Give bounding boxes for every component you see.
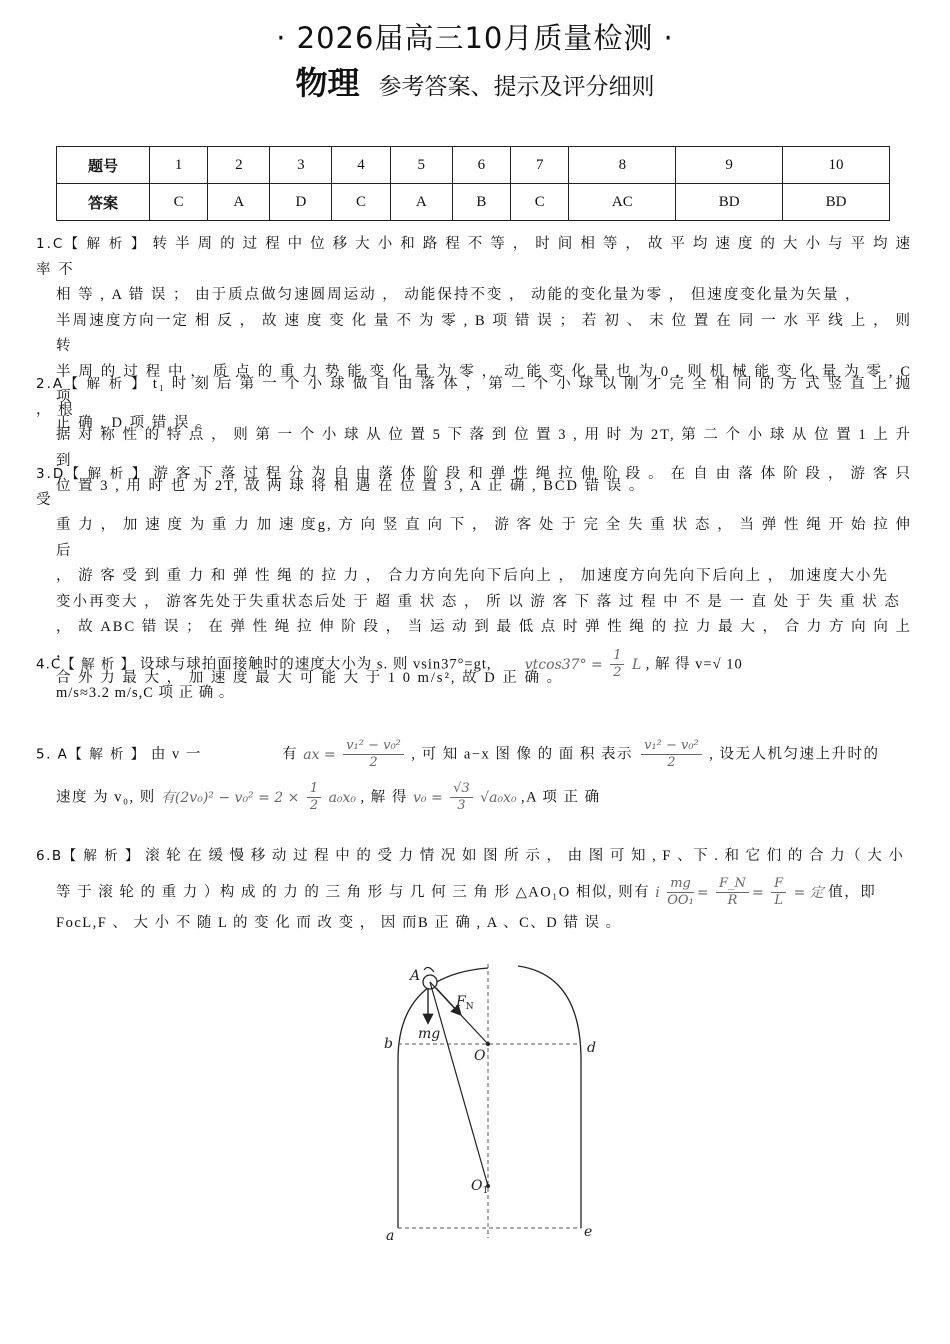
table-row-answers — [57, 184, 890, 221]
q3-line1: 游 客 下 落 过 程 分 为 自 由 落 体 阶 段 和 弹 性 绳 拉 伸 阶 段 。 在 自 由 落 体 阶 段 ， 游 客 只 受 — [36, 466, 913, 508]
q3-line5: ， 故 ABC 错 误 ； 在 弹 性 绳 拉 伸 阶 段 ， 当 运 动 到 最 低 点 时 弹 性 绳 的 拉 力 最 大 ， 合 力 方 向 向 上 ， — [56, 619, 912, 661]
q5-f2-fraction — [641, 738, 702, 771]
q6-line3: FocL,F 、 大 小 不 随 L 的 变 化 而 改 变 ， 因 而B 正 确 , A 、C、D 错 误 。 — [56, 915, 622, 931]
q5-tag: 5. A【 解 析 】 — [36, 746, 146, 763]
subject-title: 物理 — [295, 64, 360, 102]
q5-formula3 — [160, 781, 361, 813]
table-cell: 6 — [452, 147, 510, 184]
q3-tag: 3.D【 解 析 】 — [36, 466, 148, 482]
q1-line4: 半 周 的 过 程 中 ， 质 点 的 重 力 势 能 变 化 量 为 零 ， 动 能 变 化 量 也 为 0 , 则 机 械 能 变 化 量 为 零 , C 项 — [56, 363, 912, 405]
q1-line1: 转 半 周 的 过 程 中 位 移 大 小 和 路 程 不 等 ， 时 间 相 等 ， 故 平 均 速 度 的 大 小 与 平 均 速 率 不 — [36, 236, 912, 278]
q5-f4-left: v₀ = — [413, 789, 443, 806]
container-right-wall — [518, 966, 581, 1228]
q6-f-d2: R — [727, 893, 738, 908]
q2-tag: 2.A【 解 析 】 — [36, 376, 147, 392]
q4-formula — [524, 648, 646, 680]
solution-q4 — [36, 648, 912, 707]
force-diagram — [378, 960, 618, 1242]
q5-text4: , 设无人机匀速上升时的 — [709, 746, 880, 763]
q5-line2-a: 速度 为 v₀, 则 — [56, 789, 156, 806]
q5-f1-fraction — [343, 738, 404, 771]
table-cell: A — [390, 184, 452, 221]
label-O1-sub: 1 — [482, 1186, 489, 1196]
point-O — [486, 1042, 490, 1046]
q6-line2 — [36, 876, 912, 909]
q5-line2 — [36, 781, 912, 814]
q6-f-n3: F — [771, 876, 786, 893]
q5-f3-right: a₀x₀ — [328, 789, 357, 806]
table-cell: C — [511, 184, 569, 221]
label-FN-sub: N — [465, 1002, 474, 1012]
q4-tag: 4.C【 解 析 】 — [36, 656, 136, 673]
q5-f1-num: v₁² − v₀² — [343, 738, 404, 755]
solution-q6 — [36, 842, 912, 937]
q3-line3: ， 游 客 受 到 重 力 和 弹 性 绳 的 拉 力 ， 合力方向先向下后向上 ， 加速度方向先向下后向上 ， 加速度大小先 — [56, 568, 889, 584]
q3-line6: 合 外 力 最 大 ， 加 速 度 最 大 可 能 大 于 1 0 m/s², 故 D 正 确 。 — [56, 670, 564, 686]
q6-f-d3: L — [774, 893, 783, 908]
table-cell: BD — [676, 184, 783, 221]
table-cell: 10 — [783, 147, 890, 184]
q5-f3-left: 有(2v₀)² − v₀² = 2 × — [160, 789, 300, 806]
q5-f3-num: 1 — [307, 781, 321, 798]
q2-line3: 位 置 3 , 用 时 也 为 2T, 故 两 球 将 相 遇 在 位 置 3 , A 正 确 , BCD 错 误 。 — [56, 478, 646, 494]
table-cell: BD — [783, 184, 890, 221]
table-cell: 1 — [150, 147, 208, 184]
solution-q5 — [36, 738, 912, 814]
q1-line3: 半周速度方向一定 相 反 ， 故 速 度 变 化 量 不 为 零 , B 项 错 误 ； 若 初 、 末 位 置 在 同 一 水 平 线 上 ， 则 转 — [56, 312, 912, 354]
q6-frac2 — [716, 876, 749, 909]
q1-line2: 相 等 , A 错 误 ； 由于质点做匀速圆周运动 ， 动能保持不变 ， 动能的变化量为零 ， 但速度变化量为矢量 ， — [56, 287, 862, 303]
q5-f4-fraction — [450, 781, 473, 814]
table-cell: 9 — [676, 147, 783, 184]
q4-frac-den: 2 — [613, 665, 622, 680]
q6-line1: 滚 轮 在 缓 慢 移 动 过 程 中 的 受 力 情 况 如 图 所 示 ， 由 图 可 知 , F 、下 . 和 它 们 的 合 力（ 大 小 — [145, 848, 905, 864]
q6-line2-a: 等 于 滚 轮 的 重 力 ）构 成 的 力 的 三 角 形 与 几 何 三 角 形 △AO₁O 相似, 则有 — [56, 884, 651, 901]
label-b: b — [384, 1036, 393, 1052]
q6-f-suffix: = 定 — [793, 884, 824, 901]
label-d: d — [587, 1040, 596, 1056]
table-cell: A — [208, 184, 270, 221]
q4-text2: , 解 得 v=√ 10 — [645, 656, 743, 673]
table-cell: B — [452, 184, 510, 221]
q5-f2-den: 2 — [667, 755, 676, 770]
q5-f2-num: v₁² − v₀² — [641, 738, 702, 755]
q2-line1: t₁ 时 刻 后 第 一 个 小 球 做 自 由 落 体 ， 第 二 个 小 球 以 刚 才 完 全 相 同 的 方 式 竖 直 上 抛 ， 根 — [36, 376, 912, 418]
q3-line4: 变小再变大 ， 游客先处于失重状态后处 于 超 重 状 态 ， 所 以 游 客 下 落 过 程 中 不 是 一 直 处 于 失 重 状 态 — [56, 593, 901, 610]
q6-f-d1: OO₁ — [667, 893, 694, 908]
q4-frac-num: 1 — [610, 648, 624, 665]
row-label-number: 题号 — [57, 147, 150, 184]
q5-text1: 由 v 一 — [150, 746, 202, 763]
row-label-answer: 答案 — [57, 184, 150, 221]
q5-f1-den: 2 — [369, 755, 378, 770]
q5-f4-num: √3 — [450, 781, 473, 798]
q2-line2: 据 对 称 性 的 特 点 ， 则 第 一 个 小 球 从 位 置 5 下 落 到 位 置 3 , 用 时 为 2T, 第 二 个 小 球 从 位 置 1 上 升 到 — [56, 427, 912, 469]
ball-rope — [424, 967, 434, 972]
table-cell: 3 — [270, 147, 332, 184]
label-O: O — [474, 1048, 486, 1064]
table-cell: C — [150, 184, 208, 221]
label-FN-main: F — [456, 994, 466, 1010]
label-A: A — [410, 968, 421, 984]
q5-f4-den: 3 — [457, 798, 466, 813]
q5-f1-left: ax = — [303, 746, 336, 763]
q5-text6: ,A 项 正 确 — [521, 789, 601, 806]
label-a: a — [386, 1228, 395, 1242]
label-FN — [455, 994, 474, 1012]
q5-f4-right: √a₀x₀ — [480, 789, 517, 806]
q6-tag: 6.B【 解 析 】 — [36, 848, 141, 864]
q4-text1: 设球与球拍面接触时的速度大小为 s. 则 vsin37°=gt, — [139, 656, 492, 673]
table-cell: 7 — [511, 147, 569, 184]
q5-formula2 — [638, 738, 709, 770]
q6-frac3 — [771, 876, 786, 909]
table-cell: 5 — [390, 147, 452, 184]
q3-line2: 重 力 ， 加 速 度 为 重 力 加 速 度g, 方 向 竖 直 向 下 ， 游 客 处 于 完 全 失 重 状 态 ， 当 弹 性 绳 开 始 拉 伸 后 — [56, 517, 912, 559]
q6-formula: i $\frac{mg}{\text{OO₁}}$ = $\frac{F\_N}{R}$ = $\frac{F}{L}$ = 定 — [655, 876, 824, 908]
q5-text5: , 解 得 — [360, 789, 408, 806]
table-row-numbers — [57, 147, 890, 184]
q6-f-prefix: i — [655, 884, 660, 901]
q4-fraction — [610, 648, 624, 681]
q6-f-n2: F_N — [716, 876, 749, 893]
table-cell: 4 — [332, 147, 390, 184]
q6-frac1 — [667, 876, 694, 909]
q5-formula4 — [413, 781, 521, 813]
table-cell: 8 — [569, 147, 676, 184]
q4-line2: m/s≈3.2 m/s,C 项 正 确 。 — [56, 685, 235, 701]
q1-tag: 1.C【 解 析 】 — [36, 236, 147, 252]
table-cell: 2 — [208, 147, 270, 184]
page-subtitle — [0, 58, 950, 104]
subtitle-text: 参考答案、提示及评分细则 — [378, 74, 655, 100]
q5-formula1 — [303, 738, 411, 770]
label-O1-main: O — [471, 1178, 483, 1194]
table-cell: D — [270, 184, 332, 221]
q4-formula-right: L — [631, 656, 642, 673]
answer-table — [56, 146, 890, 221]
q1-line5: 正 确 , D 项 错 误 。 — [56, 414, 213, 431]
q5-text3: , 可 知 a−x 图 像 的 面 积 表示 — [411, 746, 633, 763]
q5-f3-fraction — [307, 781, 321, 814]
q5-f3-den: 2 — [309, 798, 319, 813]
q5-text2: 有 — [282, 746, 299, 763]
q4-formula-left: vtcos37° = — [524, 656, 603, 673]
label-mg: mg — [418, 1026, 441, 1042]
label-O1 — [471, 1178, 488, 1196]
label-e: e — [584, 1224, 593, 1240]
q6-f-n1: mg — [667, 876, 694, 893]
page-title: · 2026届高三10月质量检测 · — [276, 21, 674, 55]
table-cell: AC — [569, 184, 676, 221]
q6-line2-b: 值，即 — [828, 884, 877, 901]
table-cell: C — [332, 184, 390, 221]
